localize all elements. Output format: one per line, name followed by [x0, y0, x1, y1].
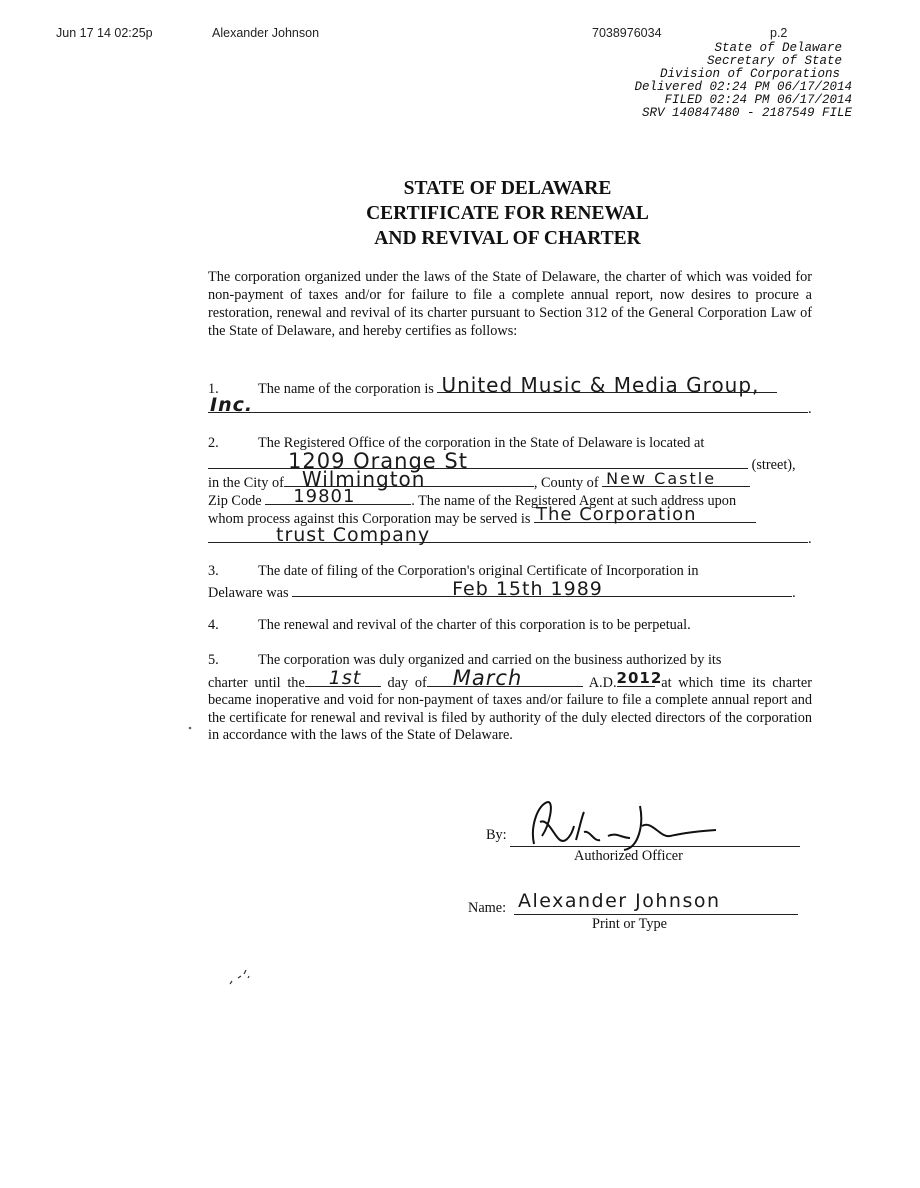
month-value: March [452, 666, 523, 690]
incorporation-date-value: Feb 15th 1989 [452, 578, 603, 600]
title-line: AND REVIVAL OF CHARTER [374, 228, 641, 249]
agent-field-2 [208, 524, 808, 546]
until-prefix: charter until the [208, 674, 305, 691]
item-3-text: The date of filing of the Corporation's original Certificate of Incorporation in [258, 563, 699, 579]
by-label: By: [486, 827, 507, 843]
item-1-continued: Inc. . [210, 394, 812, 417]
filing-stamp [612, 42, 852, 120]
item-number: 2. [208, 435, 219, 451]
item-number: 3. [208, 563, 219, 579]
incorporation-date-field [292, 578, 792, 600]
year-field [616, 669, 663, 687]
title-line: CERTIFICATE FOR RENEWAL [366, 203, 649, 224]
print-or-type-label: Print or Type [592, 916, 667, 932]
city-prefix: in the City of [208, 475, 284, 491]
zip-prefix: Zip Code [208, 493, 262, 509]
item-2-agent-continued: trust Company . [208, 526, 812, 548]
fax-sender: Alexander Johnson [212, 26, 320, 40]
fax-page: p.2 [770, 26, 788, 40]
item-5-line2-row [208, 666, 812, 745]
month-field [427, 666, 583, 690]
item-5 [208, 652, 812, 745]
item-3-date: Delaware was Feb 15th 1989 . [208, 578, 796, 601]
name-label: Name: [468, 900, 507, 916]
corporation-name-line2: Inc. [210, 394, 254, 416]
county-field [602, 470, 750, 487]
item-number: 4. [208, 617, 219, 633]
street-value: 1209 Orange St [288, 449, 468, 473]
agent-text-1: . The name of the Registered Agent at such address upon [411, 493, 737, 509]
authorized-officer-label: Authorized Officer [574, 848, 683, 864]
ad-label: A.D. [588, 674, 617, 691]
stamp-line: SRV 140847480 - 2187549 FILE [641, 106, 852, 120]
corporation-name-field-2 [208, 394, 808, 416]
city-value: Wilmington [301, 467, 426, 491]
stamp-line: State of Delaware [714, 41, 842, 55]
item-number: 1. [208, 381, 219, 397]
item-1-label: The name of the corporation is [258, 381, 434, 397]
stamp-line: FILED 02:24 PM 06/17/2014 [664, 93, 852, 107]
street-label: (street), [751, 457, 796, 473]
printed-name-value: Alexander Johnson [518, 890, 721, 912]
document-title [0, 176, 920, 251]
agent-text-2: whom process against this Corporation may be served is [208, 511, 531, 527]
item-number: 5. [208, 652, 219, 668]
margin-dot [186, 724, 194, 732]
corporation-name-line1: United Music & Media Group, [441, 373, 760, 397]
item-5-rest: at which time its charter became inoperative and void for non-payment of taxes and/or failure to file a complete annual report and the certificate for renewal and revival is filed by authority of the duly elected directors of the corporation in accordance with the laws of the State of Delaware. [208, 674, 812, 744]
title-line: STATE OF DELAWARE [403, 178, 612, 199]
item-1 [208, 373, 812, 398]
zip-field [265, 488, 411, 505]
day-label: day of [387, 674, 427, 691]
agent-value-2: trust Company [276, 524, 431, 546]
name-line [514, 914, 798, 915]
day-value: 1st [328, 667, 362, 689]
city-field [284, 467, 534, 491]
zip-value: 19801 [293, 486, 356, 507]
stamp-line: Division of Corporations [659, 67, 840, 81]
item-4-text: The renewal and revival of the charter of this corporation is to be perpetual. [258, 617, 691, 633]
county-prefix: , County of [533, 475, 599, 491]
item-4 [208, 616, 812, 634]
handwritten-signature [520, 796, 720, 856]
intro-paragraph: The corporation organized under the laws of the State of Delaware, the charter of which was voided for non-payment of taxes and/or for failure to file a complete annual report, now desires to procure a restoration, renewal and revival of its charter pursuant to Section 312 of the General Corporation Law of the State of Delaware, and hereby certifies as follows: [208, 269, 812, 339]
street-field [208, 449, 748, 473]
fax-phone: 7038976034 [592, 26, 662, 40]
day-field [305, 667, 381, 689]
item-3-prefix: Delaware was [208, 585, 289, 601]
agent-value-1: The Corporation [536, 504, 697, 525]
corporation-name-field [437, 373, 777, 397]
stamp-line: Delivered 02:24 PM 06/17/2014 [634, 80, 852, 94]
item-5-line1: The corporation was duly organized and carried on the business authorized by its [258, 652, 722, 668]
stamp-line: Secretary of State [706, 54, 842, 68]
fax-date: Jun 17 14 02:25p [56, 26, 153, 40]
year-value: 2012 [616, 669, 663, 687]
stray-marks [226, 966, 256, 986]
agent-field [534, 506, 756, 523]
county-value: New Castle [606, 469, 717, 488]
item-2-text: The Registered Office of the corporation in the State of Delaware is located at [258, 435, 705, 451]
